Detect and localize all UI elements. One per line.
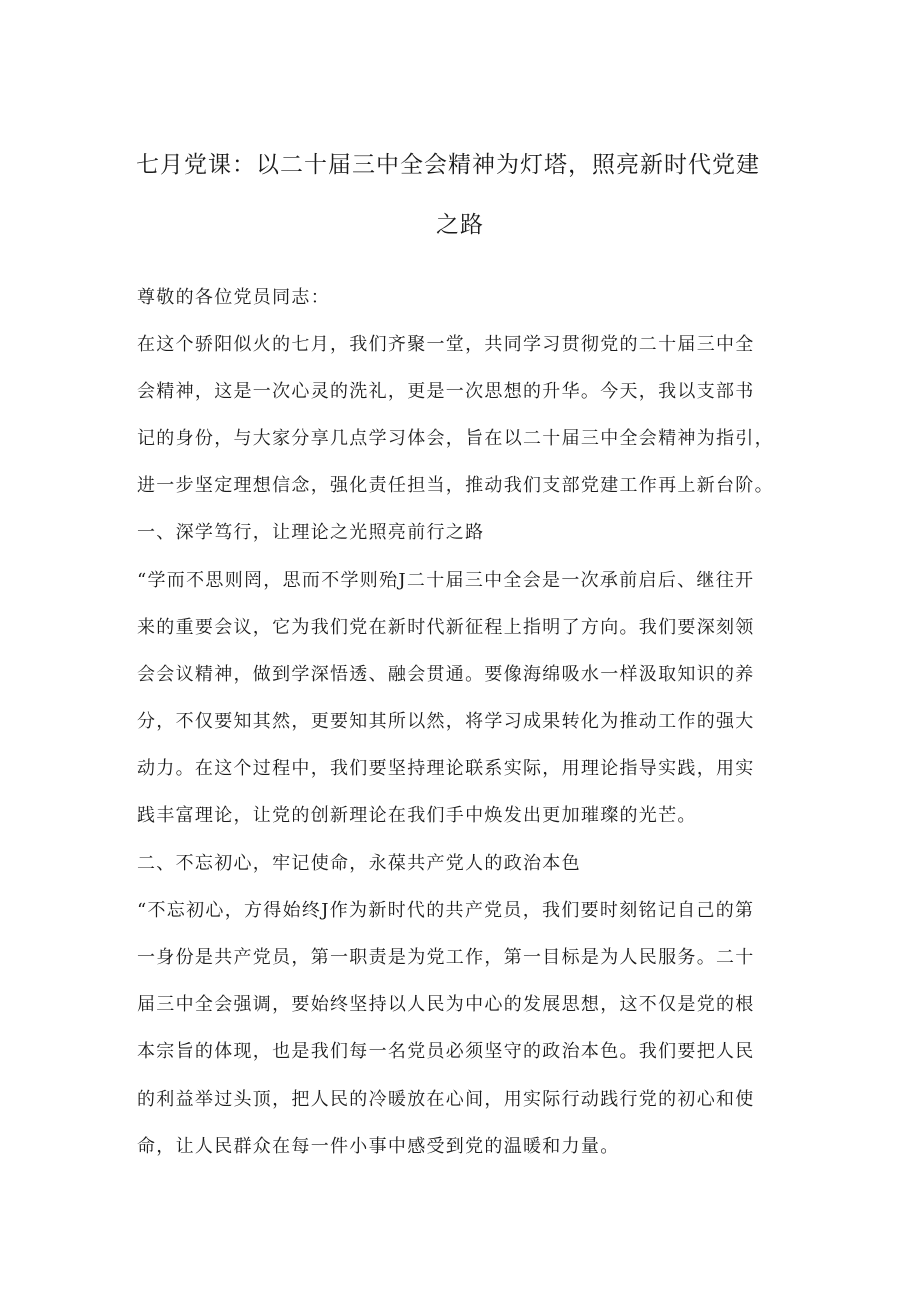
salutation: 尊敬的各位党员同志： — [137, 287, 330, 308]
paragraph-line: 命，让人民群众在每一件小事中感受到党的温暖和力量。 — [137, 1136, 620, 1157]
section-heading-2: 二、不忘初心，牢记使命，永葆共产党人的政治本色 — [137, 853, 581, 874]
paragraph-line: 来的重要会议，它为我们党在新时代新征程上指明了方向。我们要深刻领 — [137, 617, 755, 638]
document-title-line-2: 之路 — [436, 212, 484, 238]
paragraph-line: 在这个骄阳似火的七月，我们齐聚一堂，共同学习贯彻党的二十届三中全 — [137, 334, 755, 355]
paragraph-line: 届三中全会强调，要始终坚持以人民为中心的发展思想，这不仅是党的根 — [137, 994, 755, 1015]
paragraph-line: 会精神，这是一次心灵的洗礼，更是一次思想的升华。今天，我以支部书 — [137, 381, 755, 402]
paragraph-line: “不忘初心，方得始终J作为新时代的共产党员，我们要时刻铭记自己的第 — [137, 900, 755, 921]
paragraph-line: 践丰富理论，让党的创新理论在我们手中焕发出更加璀璨的光芒。 — [137, 805, 697, 826]
section-heading-1: 一、深学笃行，让理论之光照亮前行之路 — [137, 522, 485, 543]
paragraph-line: 动力。在这个过程中，我们要坚持理论联系实际，用理论指导实践，用实 — [137, 758, 755, 779]
paragraph-line: 进一步坚定理想信念，强化责任担当，推动我们支部党建工作再上新台阶。 — [137, 475, 774, 496]
paragraph-line: 会会议精神，做到学深悟透、融会贯通。要像海绵吸水一样汲取知识的养 — [137, 664, 755, 685]
paragraph-line: 一身份是共产党员，第一职责是为党工作，第一目标是为人民服务。二十 — [137, 947, 755, 968]
paragraph-line: “学而不思则罔，思而不学则殆J二十届三中全会是一次承前启后、继往开 — [137, 570, 755, 591]
paragraph-line: 记的身份，与大家分享几点学习体会，旨在以二十届三中全会精神为指引， — [137, 428, 774, 449]
document-title-line-1: 七月党课：以二十届三中全会精神为灯塔，照亮新时代党建 — [136, 152, 760, 178]
paragraph-line: 分，不仅要知其然，更要知其所以然，将学习成果转化为推动工作的强大 — [137, 711, 755, 732]
paragraph-line: 的利益举过头顶，把人民的冷暖放在心间，用实际行动践行党的初心和使 — [137, 1089, 755, 1110]
paragraph-line: 本宗旨的体现，也是我们每一名党员必须坚守的政治本色。我们要把人民 — [137, 1041, 755, 1062]
